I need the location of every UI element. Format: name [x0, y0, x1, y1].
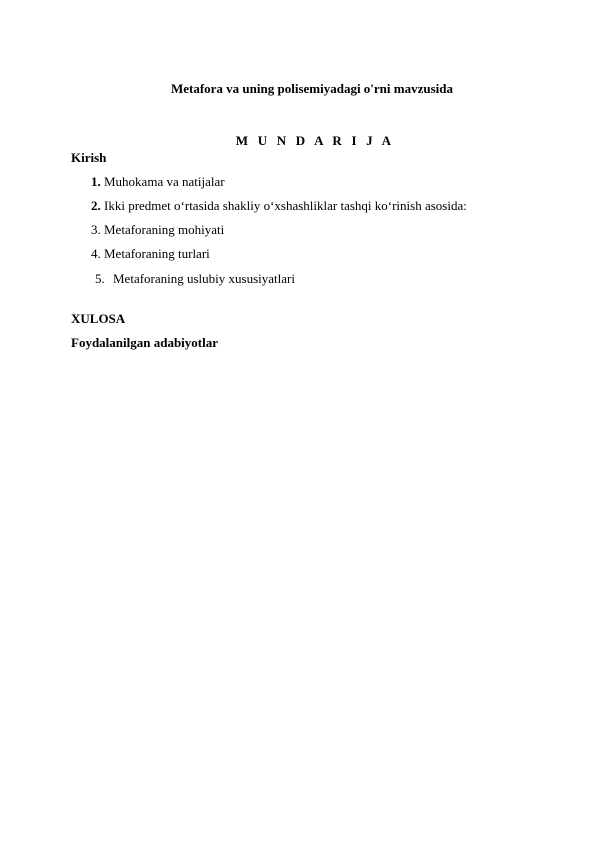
- toc-entry-text: Metaforaning uslubiy xususiyatlari: [109, 271, 295, 286]
- toc-entry-number: 5.: [95, 271, 105, 286]
- toc-entry-number: 3.: [91, 222, 101, 237]
- toc-entry-text: Ikki predmet o‘rtasida shakliy o‘xshashliklar tashqi ko‘rinish asosida:: [100, 198, 467, 213]
- toc-entry-conclusion: XULOSA: [71, 311, 126, 326]
- toc-entry-number: 1.: [91, 174, 101, 189]
- toc-entry-text: Metaforaning mohiyati: [100, 222, 225, 237]
- toc-entry-1: [91, 174, 225, 190]
- toc-entry-5: [95, 271, 295, 287]
- toc-entry-introduction: Kirish: [71, 150, 107, 165]
- toc-entry-3: [91, 222, 224, 238]
- toc-entry-references: Foydalanilgan adabiyotlar: [71, 335, 218, 350]
- toc-entry-text: Muhokama va natijalar: [100, 174, 225, 189]
- document-title: Metafora va uning polisemiyadagi o'rni mavzusida: [170, 81, 454, 96]
- toc-entry-2: [91, 198, 467, 214]
- toc-entry-4: [91, 246, 210, 262]
- toc-entry-text: Metaforaning turlari: [100, 246, 210, 261]
- toc-entry-number: 4.: [91, 246, 101, 261]
- table-of-contents-heading: M U N D A R I J A: [235, 133, 395, 148]
- toc-entry-number: 2.: [91, 198, 101, 213]
